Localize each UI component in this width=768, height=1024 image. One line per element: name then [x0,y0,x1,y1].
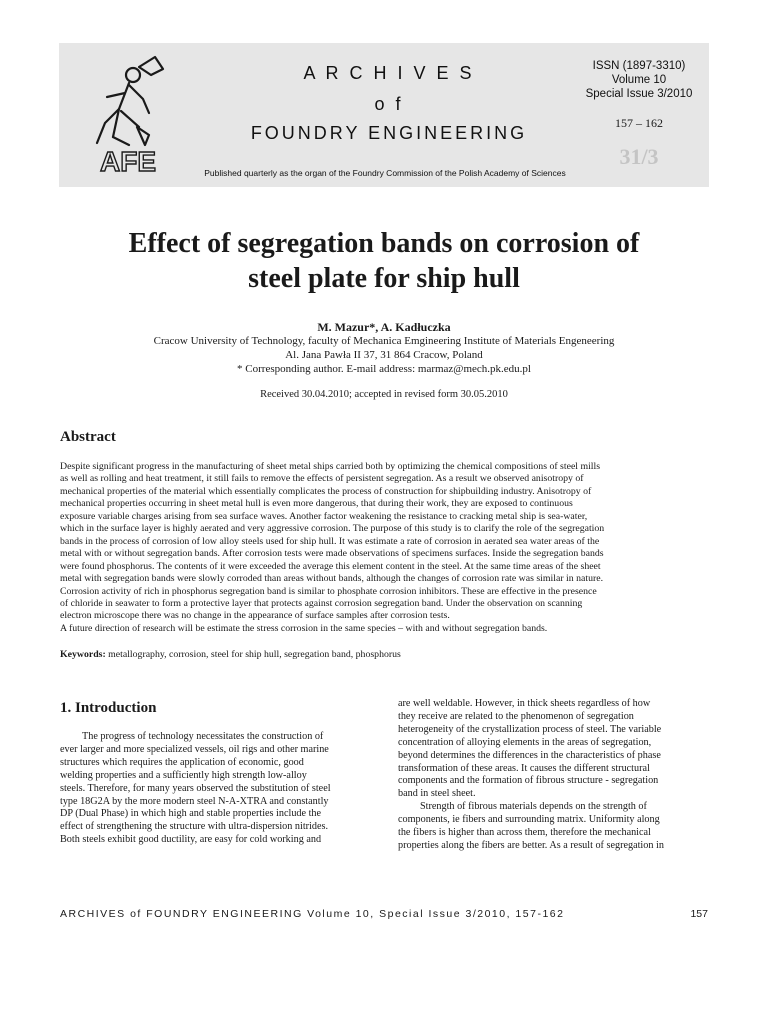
abstract-body [60,461,708,635]
authors: M. Mazur*, A. Kadłuczka [317,320,451,334]
abstract-line: were found phosphorus. The contents of it were exceeded the average this element content in the steel. At the same time areas of the sheet [60,560,601,572]
corresponding-author: * Corresponding author. E-mail address: marmaz@mech.pk.edu.pl [237,363,531,375]
journal-title-line2: o f [374,94,404,114]
text-line: The progress of technology necessitates the construction of [82,731,324,742]
abstract-line: Corrosion activity of rich in phosphorus segregation band is similar to phosphate corrosion inhibitors. These are effective in the presence [60,585,597,597]
journal-title-line1: A R C H I V E S [303,63,475,83]
abstract-line: metal with or without segregation bands. After corrosion tests were made observations of specimens surfaces. Inside the segregation bands [60,548,604,560]
abstract-line: which in the surface layer is highly aerated and very aggressive corrosion. The purpose of this study is to clarify the role of the segregation [60,523,605,535]
abstract-line: bands in the process of corrosion of low alloy steels used for ship hull. It was estimate a rate of corrosion in aerated sea water areas of the [60,535,600,547]
text-line: are well weldable. However, in thick sheets regardless of how [398,698,651,709]
text-line: DP (Dual Phase) in which high and stable properties include the [60,808,322,820]
keywords [60,649,708,660]
journal-title-line3: FOUNDRY ENGINEERING [250,123,528,143]
text-line: heterogeneity of the crystallization process of steel. The variable [398,723,662,735]
address: Al. Jana Pawła II 37, 31 864 Cracow, Poland [285,349,483,361]
text-line: type 18G2A by the more modern steel N-A-XTRA and constantly [60,795,329,807]
text-line: effect of strengthening the structure with ultra-dispersion nitrides. [60,821,329,833]
published-note: Published quarterly as the organ of the Foundry Commission of the Polish Academy of Sciences [204,168,566,178]
text-line: Both steels exhibit good ductility, are easy for cold working and [60,834,322,846]
text-line: Strength of fibrous materials depends on the strength of [420,801,647,813]
article-title [60,226,708,296]
abstract-line: as well as rolling and heat treatment, it still fails to remove the effects of persistent segregation. As a result we observed anisotropy of [60,473,584,485]
article-code: 31/3 [619,144,659,169]
issn: ISSN (1897-3310) [592,60,686,72]
svg-text:AFE: AFE [100,146,156,177]
text-line: they receive are related to the phenomenon of segregation [398,710,634,722]
abstract-line: mechanical properties occurring in sheet metal hull is even more dangerous, that during their work, they are exposed to continuous [60,498,573,510]
text-line: properties along the fibers are better. As a result of segregation in [398,839,664,851]
text-line: ever larger and more specialized vessels, oil rigs and other marine [60,743,329,755]
text-line: the fibers is higher than across them, therefore the mechanical [398,827,651,839]
page-range: 157 – 162 [615,116,663,130]
text-line: components and the formation of fibrous structure - segregation [398,775,659,787]
abstract-line: electron microscope there was no change in the appearance of surface samples after corrosion tests. [60,610,450,622]
introduction-left-column [60,731,368,847]
page-number: 157 [690,908,708,920]
text-line: steels. Therefore, for many years observed the substitution of steel [60,782,331,794]
keywords-text: metallography, corrosion, steel for ship hull, segregation band, phosphorus [105,649,401,660]
text-line: components, ie fibers and surrounding matrix. Uniformity along [398,814,660,826]
received-date: Received 30.04.2010; accepted in revised form 30.05.2010 [260,389,508,400]
footer-citation: ARCHIVES of FOUNDRY ENGINEERING Volume 10, Special Issue 3/2010, 157-162 [60,908,565,920]
title-line: Effect of segregation bands on corrosion of [128,228,640,259]
affiliation: Cracow University of Technology, faculty of Mechanica Emgineering Institute of Materials Engeneering [153,335,615,347]
abstract-line: A future direction of research will be estimate the stress corrosion in the same species – with and without segregation bands. [60,622,548,634]
abstract-line: exposure variable charges arising from sea surface waves. Another factor weakening the resistance to cracking metal ship is sea-water, [60,510,588,522]
afe-logo [83,53,173,178]
journal-header [59,43,709,187]
text-line: concentration of alloying elements in the areas of segregation, [398,736,652,748]
text-line: welding properties and a sufficiently high strength low-alloy [60,769,307,781]
section-heading-introduction: 1. Introduction [60,700,157,716]
text-line: beyond determines the differences in the characteristics of phase [398,749,661,761]
abstract-heading: Abstract [60,429,116,445]
keywords-label: Keywords: [60,649,106,660]
abstract-line: mechanical properties of the material which essentially complicates the process of construction for shipbuilding industry. Anisotropy of [60,485,592,497]
title-line: steel plate for ship hull [248,263,520,294]
volume: Volume 10 [611,74,667,86]
text-line: transformation of these areas. It causes the different structural [398,762,650,774]
abstract-line: metal with segregation bands were slowly corroded than areas without bands, although the changes of corrosion rate was similar in nature. [60,573,604,585]
introduction-right-column [398,698,706,853]
text-line: structures which requires the application of economic, good [60,756,304,768]
text-line: band in steel sheet. [398,788,476,800]
abstract-line: of chloride in seawater to form a protective layer that protects against corrosion segregation band. Under the observation on scanning [60,597,583,609]
abstract-line: Despite significant progress in the manufacturing of sheet metal ships carried both by optimizing the chemical compositions of steel mills [60,461,601,472]
special-issue: Special Issue 3/2010 [585,88,693,100]
